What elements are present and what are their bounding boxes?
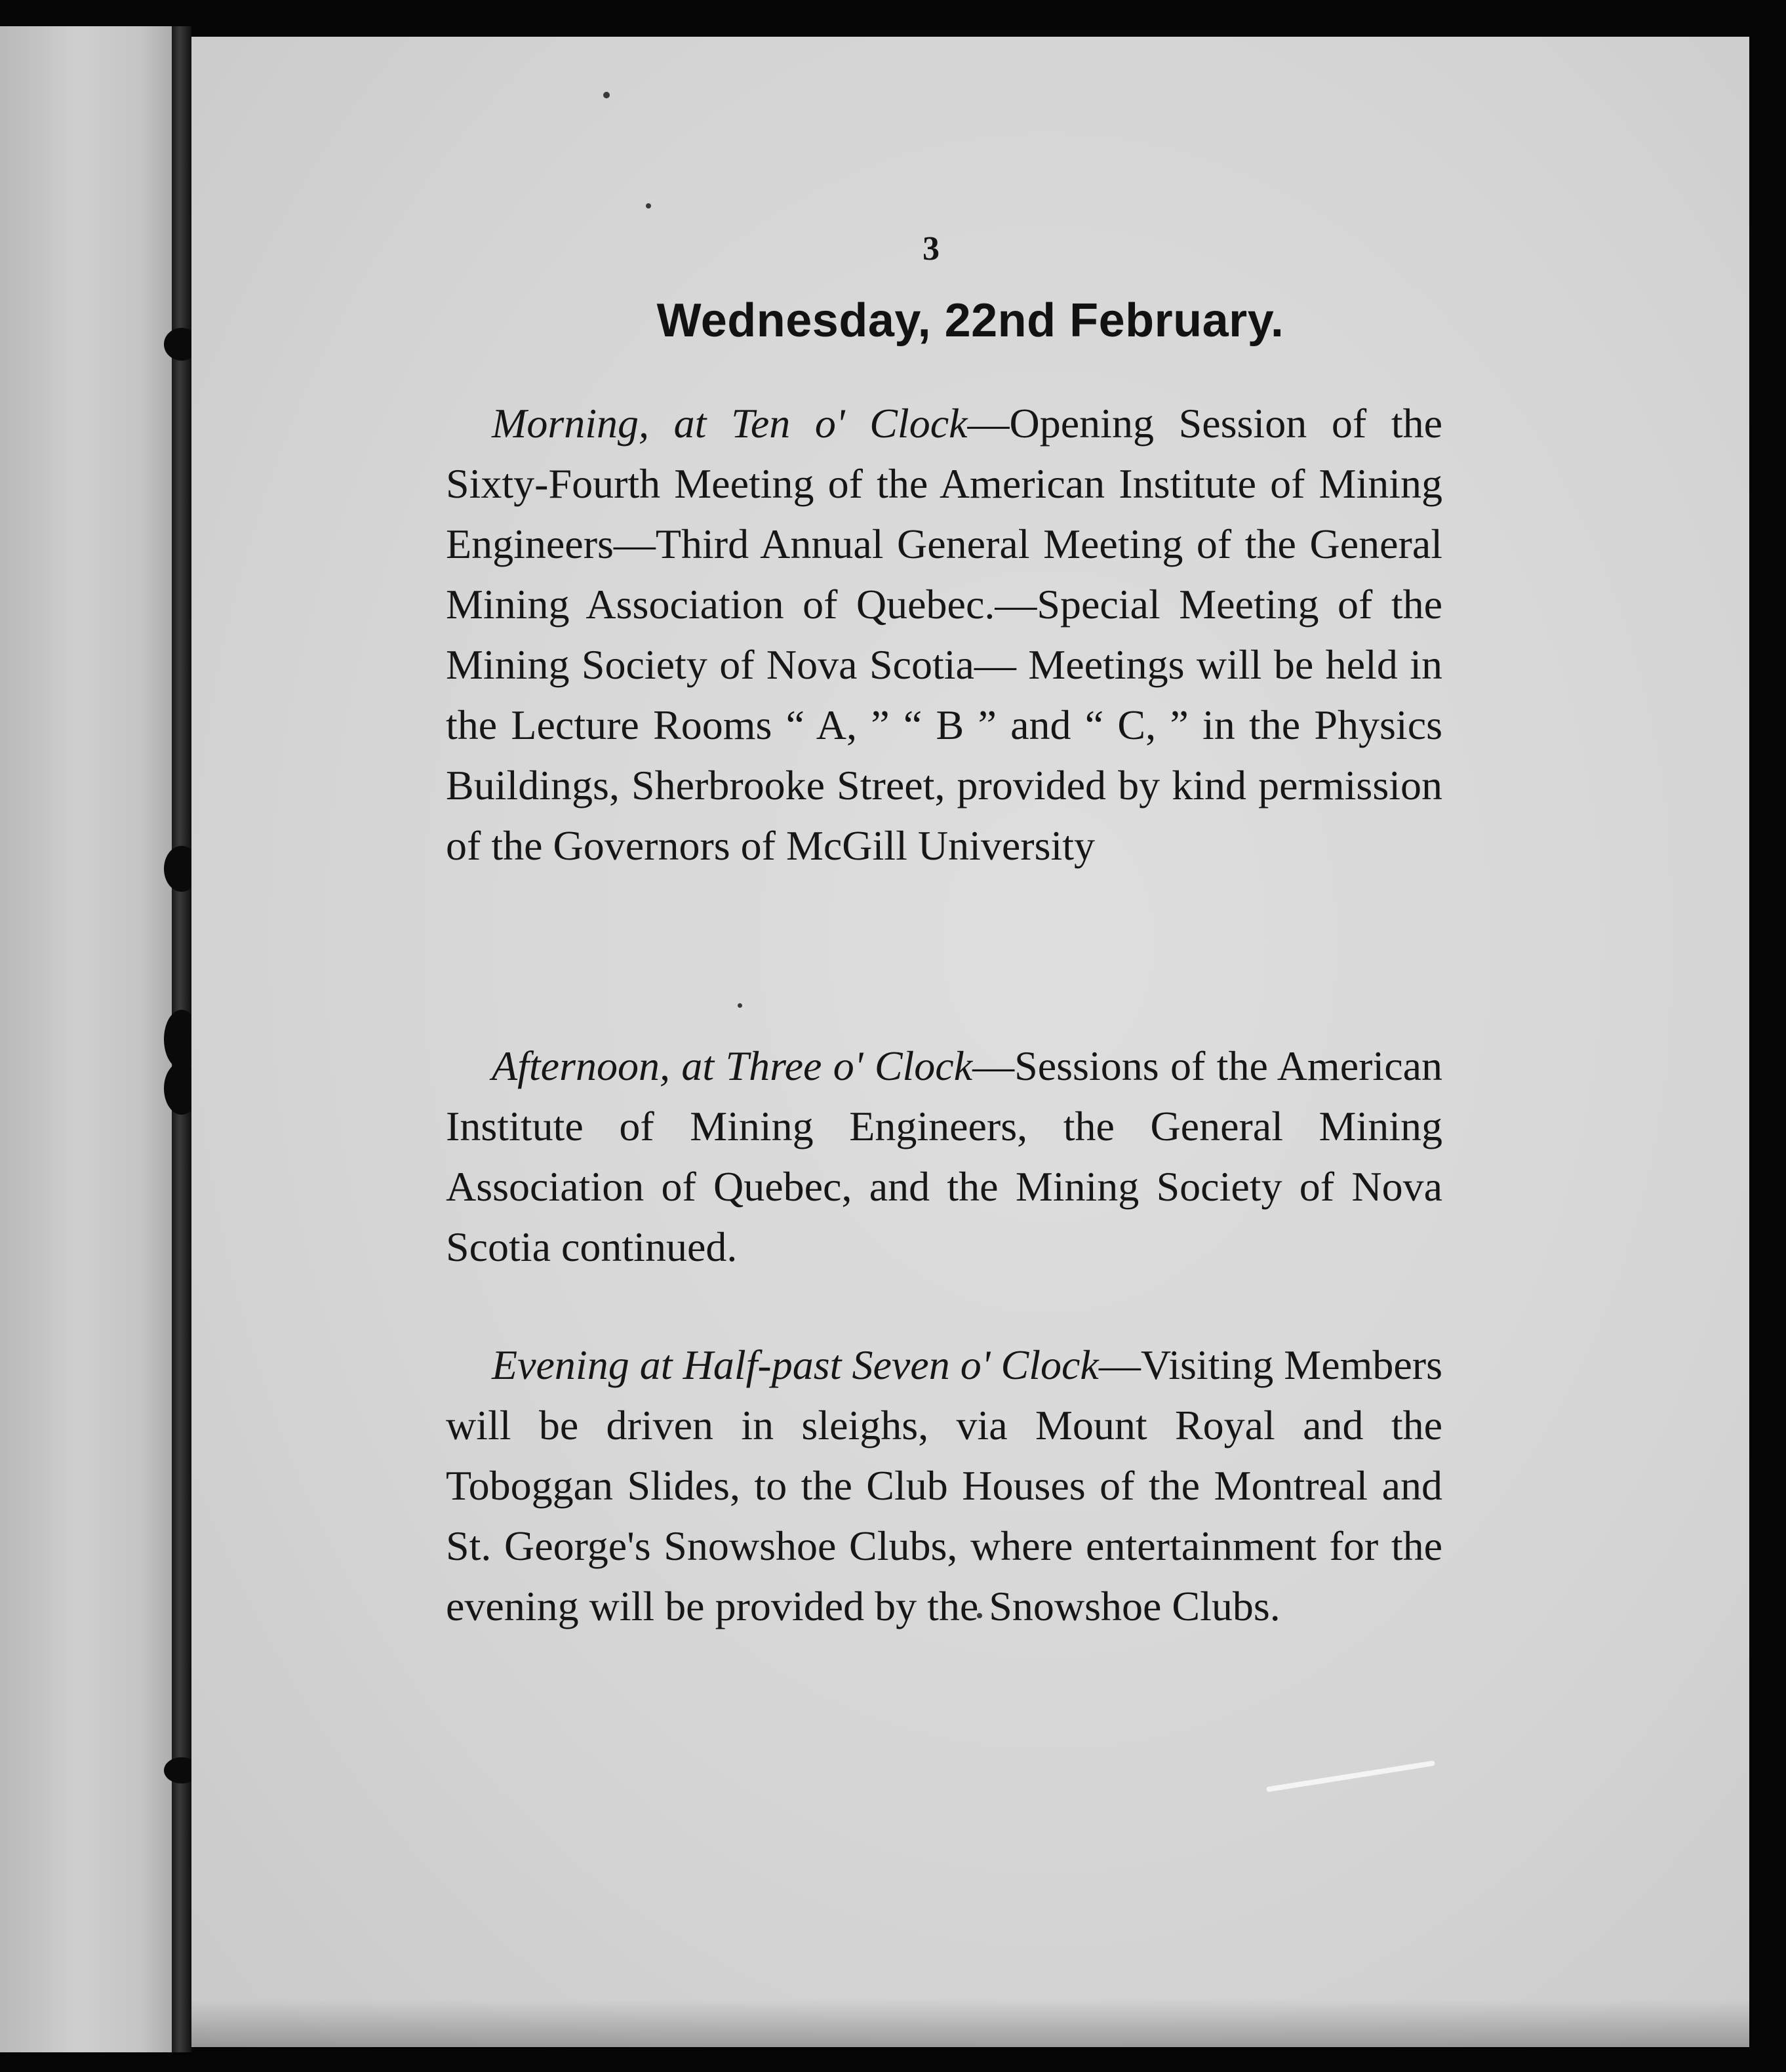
paragraph-lead-evening: Evening at Half-past Seven o' Clock (492, 1342, 1099, 1388)
paragraph-evening (446, 1335, 1442, 1637)
paragraph-text-afternoon: —Sessions of the American Institute of Mining Engineers, the General Mining Association of Quebec, and the Mining Society of Nova Scotia continued. (446, 1043, 1443, 1270)
paper-speck (603, 92, 610, 98)
facing-page-edge (0, 26, 177, 2052)
page-number: 3 (923, 230, 940, 268)
paper-speck (646, 203, 651, 209)
page-bottom-shadow (191, 2000, 1749, 2047)
paper-speck (738, 1003, 742, 1008)
paragraph-text-morning: —Opening Session of the Sixty-Fourth Meeting of the American Institute of Mining Engineers—Third Annual General Meeting of the General Mining Association of Quebec.—Special Meeting of the Mining Society of Nova Scotia— Meetings will be held in the Lecture Rooms “ A, ” “ B ” and “ C, ” in the Physics Buildings, Sherbrooke Street, provided by kind permission of the Governors of McGill University (446, 400, 1443, 869)
paragraph-lead-morning: Morning, at Ten o' Clock (492, 400, 968, 447)
paragraph-lead-afternoon: Afternoon, at Three o' Clock (492, 1043, 973, 1089)
paragraph-afternoon (446, 1036, 1442, 1277)
page-heading: Wednesday, 22nd February. (656, 294, 1284, 347)
paragraph-morning (446, 393, 1442, 876)
paragraph-text-evening: —Visiting Members will be driven in sleighs, via Mount Royal and the Toboggan Slides, to the Club Houses of the Montreal and St. George's Snowshoe Clubs, where entertainment for the evening will be provided by the Snowshoe Clubs. (446, 1342, 1443, 1629)
